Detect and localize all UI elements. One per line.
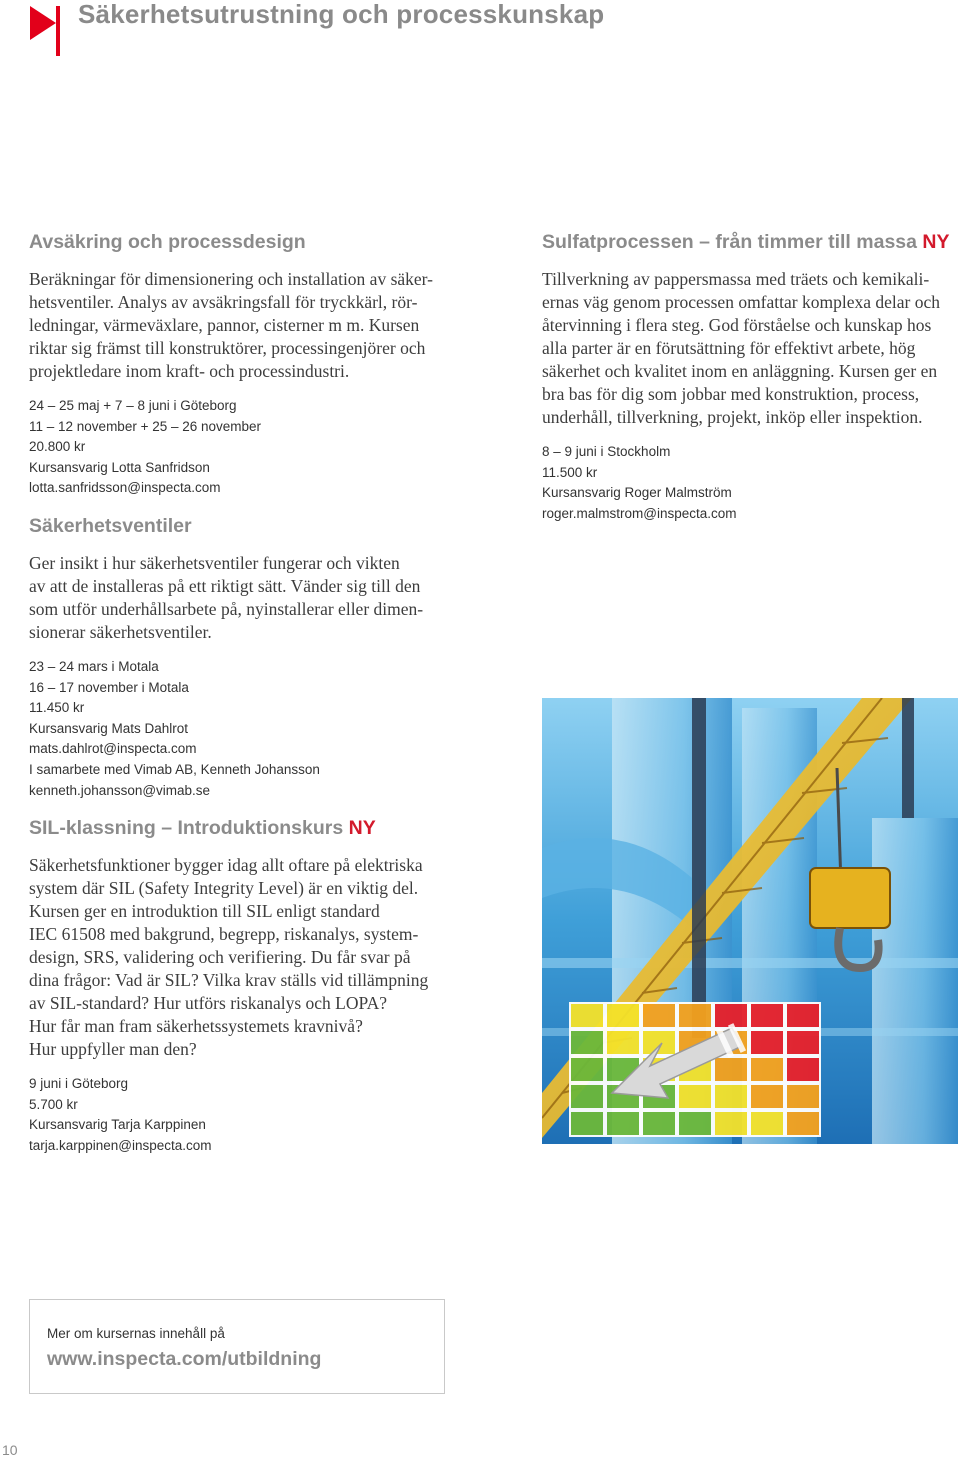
course-title: SIL-klassning – Introduktionskurs NY [29,817,376,839]
risk-matrix-cell [786,1003,820,1028]
crane-risk-matrix-illustration [542,698,958,1144]
course-contact: Kursansvarig Lotta Sanfridson [29,459,210,475]
risk-matrix-cell [750,1030,784,1055]
brand-play-icon [30,6,62,56]
course-info [29,657,449,801]
page-number: 10 [2,1442,18,1458]
risk-matrix-cell [570,1111,604,1136]
risk-matrix-cell [642,1003,676,1028]
course-price: 11.500 kr [542,464,598,480]
risk-matrix-cell [678,1111,712,1136]
course-sil-klassning [29,816,449,1156]
risk-matrix-cell [606,1003,640,1028]
risk-matrix-cell [642,1030,676,1055]
more-info-box [29,1299,445,1394]
risk-matrix-cell [570,1003,604,1028]
page-title: Säkerhetsutrustning och processkunskap [78,0,605,29]
partner-email-link[interactable]: kenneth.johansson@vimab.se [29,782,211,798]
course-dates: 11 – 12 november + 25 – 26 november [29,418,262,434]
risk-matrix-cell [714,1111,748,1136]
risk-matrix-cell [570,1084,604,1109]
course-sulfatprocessen [542,230,960,524]
risk-matrix-cell [570,1030,604,1055]
course-email-link[interactable]: roger.malmstrom@inspecta.com [542,505,737,521]
course-contact: Kursansvarig Roger Malmström [542,485,732,501]
new-badge: NY [922,231,950,253]
risk-matrix-cell [750,1111,784,1136]
course-description: Ger insikt i hur säkerhetsventiler fungerar och vikten av att de installeras på ett riktigt sätt. Vänder sig till den som utför underhållsarbete på, nyinstallerar eller dimen- sionerar säkerhetsventiler. [29,553,424,642]
course-sakerhetsventiler [29,514,449,801]
course-title: Sulfatprocessen – från timmer till massa NY [542,231,950,253]
risk-matrix-cell [606,1111,640,1136]
risk-matrix-cell [606,1030,640,1055]
course-contact: Kursansvarig Tarja Karppinen [29,1117,206,1133]
risk-matrix-cell [750,1084,784,1109]
risk-matrix-cell [714,1057,748,1082]
course-avsakring [29,230,449,499]
course-title: Säkerhetsventiler [29,515,192,537]
course-description: Tillverkning av pappersmassa med träets och kemikali- ernas väg genom processen omfattar komplexa delar och återvinning i flera steg. God förståelse och kunskap hos alla parter är en förutsättning för effektivt arbete, hög säkerhet och kvalitet inom en anläggning. Kursen ger en bra bas för dig som jobbar med konstruktion, process, underhåll, tillverkning, projekt, inköp eller inspektion. [542,269,940,427]
risk-matrix-cell [678,1084,712,1109]
course-contact: Kursansvarig Mats Dahlrot [29,720,189,736]
risk-matrix-cell [750,1003,784,1028]
risk-matrix-cell [786,1084,820,1109]
course-info [29,1074,449,1156]
risk-matrix-cell [714,1084,748,1109]
risk-matrix [570,1003,820,1136]
course-dates: 24 – 25 maj + 7 – 8 juni i Göteborg [29,398,237,413]
course-info [542,442,960,524]
course-price: 5.700 kr [29,1096,78,1112]
course-description: Beräkningar för dimensionering och installation av säker- hetsventiler. Analys av avsäkringsfall för tryckkärl, rör- ledningar, värmeväxlare, pannor, cisterner m m. Kursen riktar sig främst till konstruktörer, processingenjörer och projektledare inom kraft- och processindustri. [29,269,433,381]
risk-matrix-cell [786,1057,820,1082]
industrial-photo [542,698,958,1144]
course-info [29,396,449,499]
course-email-link[interactable]: tarja.karppinen@inspecta.com [29,1137,212,1153]
more-info-lead: Mer om kursernas innehåll på [47,1326,225,1341]
risk-matrix-cell [570,1057,604,1082]
risk-matrix-cell [786,1111,820,1136]
risk-matrix-cell [786,1030,820,1055]
risk-matrix-cell [642,1111,676,1136]
course-description: Säkerhetsfunktioner bygger idag allt oftare på elektriska system där SIL (Safety Integrity Level) är en viktig del. Kursen ger en introduktion till SIL enligt standard IEC 61508 med bakgrund, begrepp, riskanalys, system- design, SRS, validering och verifiering. Du får svar på dina frågor: Vad är SIL? Vilka krav ställs vid tillämpning av SIL-standard? Hur utförs riskanalys och LOPA? Hur får man fram säkerhetssystemets kravnivå? Hur uppfyller man den? [29,855,429,1059]
risk-matrix-cell [750,1057,784,1082]
course-dates: 16 – 17 november i Motala [29,679,189,695]
risk-matrix-cell [678,1003,712,1028]
course-title: Avsäkring och processdesign [29,231,306,253]
course-dates: 8 – 9 juni i Stockholm [542,444,671,459]
course-partner: I samarbete med Vimab AB, Kenneth Johansson [29,761,320,777]
course-price: 20.800 kr [29,439,86,455]
new-badge: NY [348,817,376,839]
course-email-link[interactable]: lotta.sanfridsson@inspecta.com [29,480,221,496]
course-email-link[interactable]: mats.dahlrot@inspecta.com [29,741,197,757]
course-dates: 9 juni i Göteborg [29,1076,129,1091]
course-dates: 23 – 24 mars i Motala [29,659,159,674]
course-price: 11.450 kr [29,700,85,716]
website-link[interactable]: www.inspecta.com/utbildning [47,1348,322,1370]
